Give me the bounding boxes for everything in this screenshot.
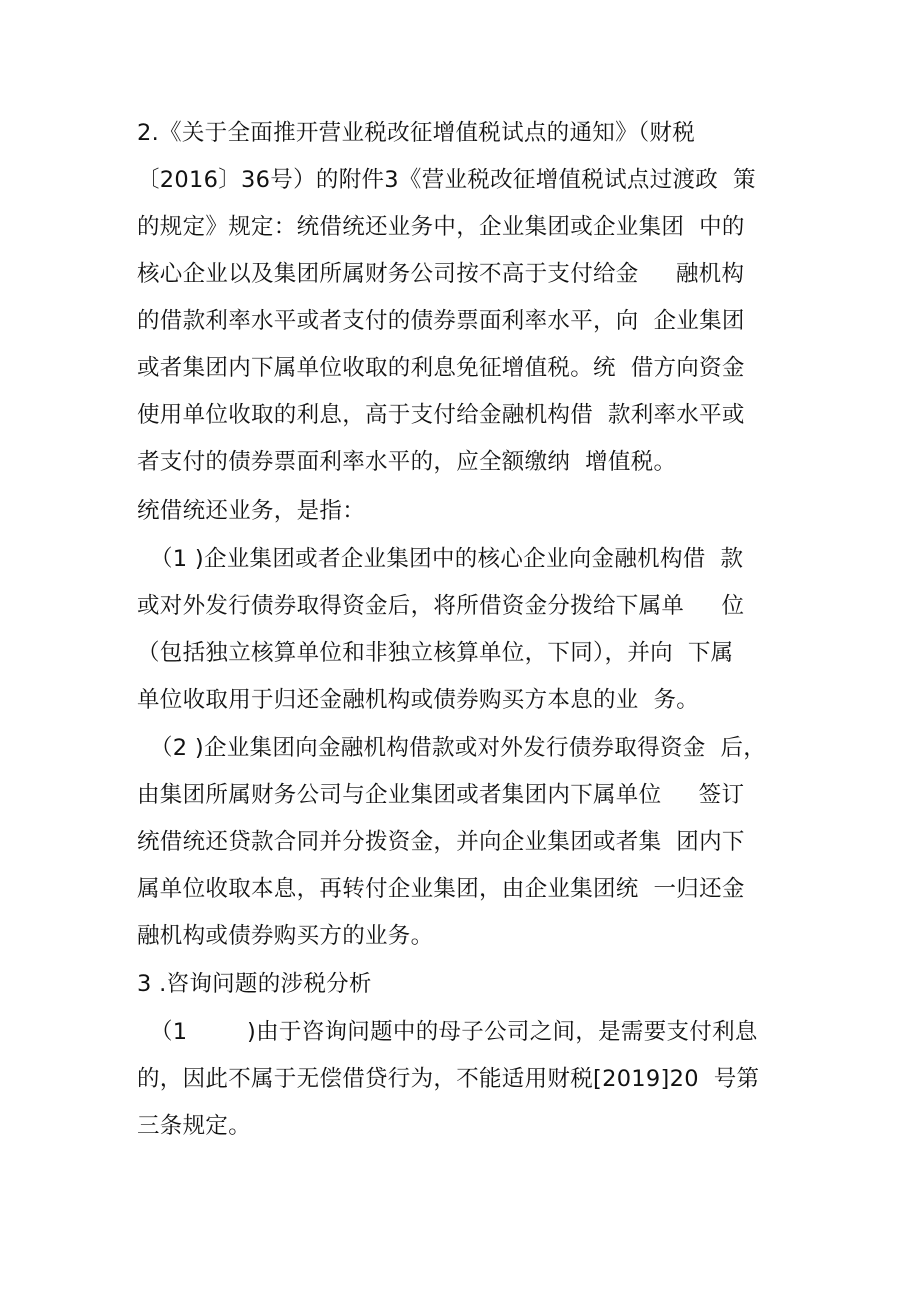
text-line: （1 )企业集团或者企业集团中的核心企业向金融机构借 款 [150, 546, 744, 572]
text-line: （2 )企业集团向金融机构借款或对外发行债券取得资金 后， [150, 735, 767, 761]
text-line: 2.《关于全面推开营业税改征增值税试点的通知》（财税 [137, 120, 696, 146]
text-line: 或对外发行债券取得资金后，将所借资金分拨给下属单 位 [137, 593, 745, 619]
text-line: 单位收取用于归还金融机构或债券购买方本息的业 务。 [137, 687, 700, 713]
text-line: （1 )由于咨询问题中的母子公司之间，是需要支付利息 [150, 1019, 758, 1045]
section-heading: 统借统还业务，是指： [137, 498, 366, 524]
text-line: 的规定》规定：统借统还业务中，企业集团或企业集团 中的 [137, 214, 745, 240]
text-line: 统借统还贷款合同并分拨资金，并向企业集团或者集 团内下 [137, 829, 745, 855]
text-line: 的，因此不属于无偿借贷行为，不能适用财税[2019]20 号第 [137, 1066, 760, 1092]
text-line: 三条规定。 [137, 1113, 252, 1139]
text-line: 核心企业以及集团所属财务公司按不高于支付给金 融机构 [137, 261, 745, 287]
text-line: 〔2016〕36号）的附件3《营业税改征增值税试点过渡政 策 [137, 167, 756, 193]
section-heading: 3 .咨询问题的涉税分析 [137, 971, 372, 997]
text-line: 使用单位收取的利息，高于支付给金融机构借 款利率水平或 [137, 402, 745, 428]
text-line: 的借款利率水平或者支付的债券票面利率水平，向 企业集团 [137, 308, 745, 334]
text-line: 者支付的债券票面利率水平的，应全额缴纳 增值税。 [137, 449, 677, 475]
text-line: 融机构或债券购买方的业务。 [137, 923, 434, 949]
text-line: 属单位收取本息，再转付企业集团，由企业集团统 一归还金 [137, 876, 745, 902]
text-line: （包括独立核算单位和非独立核算单位，下同），并向 下属 [137, 640, 734, 666]
text-line: 或者集团内下属单位收取的利息免征增值税。统 借方向资金 [137, 355, 745, 381]
text-line: 由集团所属财务公司与企业集团或者集团内下属单位 签订 [137, 782, 745, 808]
